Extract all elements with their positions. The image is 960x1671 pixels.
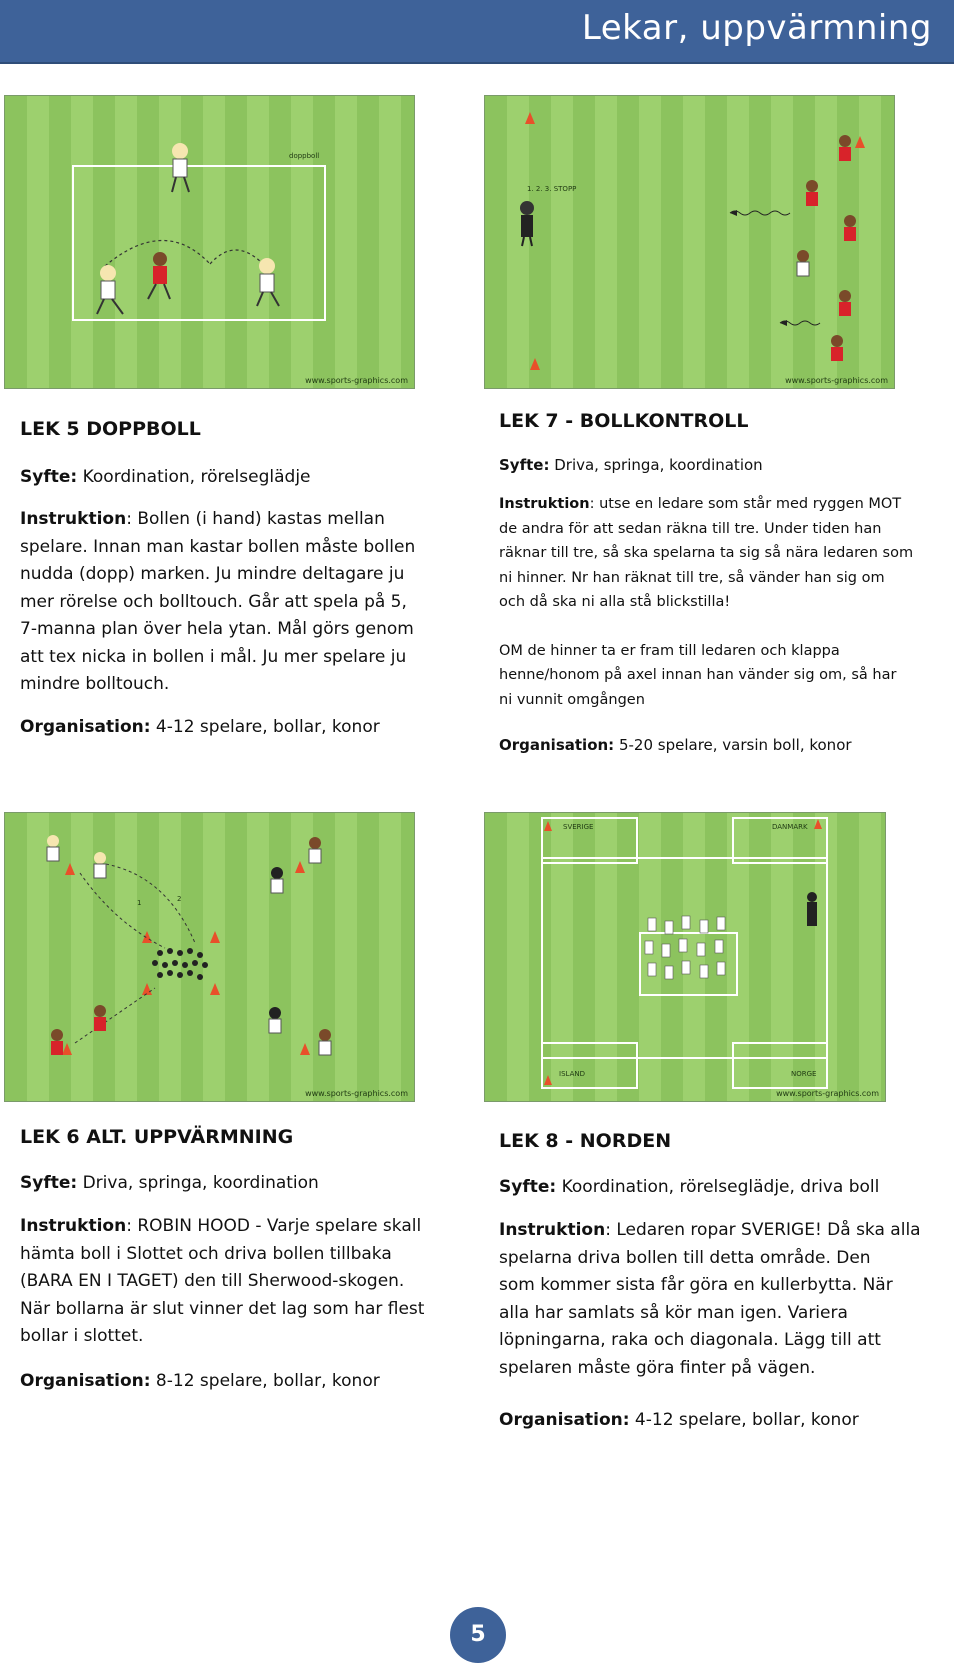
player-figure — [839, 290, 851, 316]
cone-icon — [525, 112, 535, 124]
header-banner — [0, 0, 954, 64]
cone-icon — [210, 931, 220, 943]
lek6-section — [20, 1126, 460, 1391]
cone-icon — [544, 1075, 552, 1085]
player-figure — [839, 135, 851, 161]
lek7-section — [499, 410, 959, 754]
cone-icon — [142, 983, 152, 995]
path-label-2: 2 — [177, 895, 182, 903]
zone-label-island: ISLAND — [559, 1070, 585, 1078]
lek7-title: LEK 7 - BOLLKONTROLL — [499, 410, 749, 432]
diagram-robin-hood — [4, 812, 415, 1102]
player-figure — [172, 143, 189, 192]
doppboll-drawing — [5, 96, 414, 388]
zone-label-sverige: SVERIGE — [563, 823, 594, 831]
lek5-instruktion: Instruktion: Bollen (i hand) kastas mellan spelare. Innan man kastar bollen måste bollen nudda (dopp) marken. Ju mindre deltagare ju mer rörelse och bolltouch. Går att spela på 5, 7-manna plan över hela ytan. Mål görs genom att tex nicka in bollen i mål. Ju mer spelare ju mindre bolltouch. — [20, 509, 416, 694]
diagram-doppboll — [4, 95, 415, 389]
stopp-label: 1. 2. 3. STOPP — [527, 185, 577, 193]
lek7-extra: OM de hinner ta er fram till ledaren och klappa henne/honom på axel innan han vänder sig om, så har ni vunnit omgången — [499, 642, 897, 708]
image-credit: www.sports-graphics.com — [785, 376, 888, 385]
stopp-drawing — [485, 96, 894, 388]
lek8-title: LEK 8 - NORDEN — [499, 1130, 672, 1152]
leader-figure — [807, 892, 817, 926]
player-figure — [94, 852, 106, 878]
path-label-1: 1 — [137, 899, 142, 907]
player-figure — [148, 252, 170, 299]
cone-icon — [210, 983, 220, 995]
player-figure — [844, 215, 856, 241]
cone-icon — [142, 931, 152, 943]
zone-label-danmark: DANMARK — [772, 823, 808, 831]
player-figure — [269, 1007, 281, 1033]
diagram-stopp — [484, 95, 895, 389]
cone-icon — [855, 136, 865, 148]
cone-icon — [814, 819, 822, 829]
player-figure — [797, 250, 809, 276]
player-figure — [319, 1029, 331, 1055]
player-figure — [97, 265, 123, 314]
cone-icon — [65, 863, 75, 875]
cone-icon — [295, 861, 305, 873]
lek6-syfte: Syfte: Driva, springa, koordination — [20, 1173, 319, 1193]
player-figure — [309, 837, 321, 863]
player-figure — [831, 335, 843, 361]
norden-drawing — [485, 813, 885, 1101]
player-figure — [51, 1029, 63, 1055]
cone-icon — [544, 821, 552, 831]
leader-figure — [520, 201, 534, 246]
image-credit: www.sports-graphics.com — [305, 1089, 408, 1098]
image-credit: www.sports-graphics.com — [776, 1089, 879, 1098]
player-group — [645, 916, 725, 979]
cone-icon — [62, 1043, 72, 1055]
lek6-instruktion: Instruktion: ROBIN HOOD - Varje spelare skall hämta boll i Slottet och driva bollen tillbaka (BARA EN I TAGET) den till Sherwood-skogen. När bollarna är slut vinner det lag som har flest bollar i slottet. — [20, 1216, 425, 1346]
player-figure — [806, 180, 818, 206]
lek8-organisation: Organisation: 4-12 spelare, bollar, konor — [499, 1410, 859, 1430]
cone-icon — [300, 1043, 310, 1055]
lek7-instruktion: Instruktion: utse en ledare som står med ryggen MOT de andra för att sedan räkna till tre. Under tiden han räknar till tre, så ska spelarna ta sig så nära ledaren som ni hinner. Nr han räknat till tre, så vänder han sig om och då ska ni alla stå blickstilla! — [499, 496, 914, 610]
player-figure — [271, 867, 283, 893]
lek7-syfte: Syfte: Driva, springa, koordination — [499, 456, 763, 474]
lek5-title: LEK 5 DOPPBOLL — [20, 418, 201, 440]
lek5-section — [20, 418, 460, 737]
robin-hood-drawing — [5, 813, 414, 1101]
player-figure — [94, 1005, 106, 1031]
lek6-title: LEK 6 ALT. UPPVÄRMNING — [20, 1126, 294, 1148]
lek5-syfte: Syfte: Koordination, rörelseglädje — [20, 467, 311, 487]
diagram-norden — [484, 812, 886, 1102]
lek8-instruktion: Instruktion: Ledaren ropar SVERIGE! Då ska alla spelarna driva bollen till detta område. Den som kommer sista får göra en kullerbytta. När alla har samlats så kör man igen. Variera löpningarna, raka och diagonala. Lägg till att spelaren måste göra finter på vägen. — [499, 1220, 921, 1378]
lek8-syfte: Syfte: Koordination, rörelseglädje, driva boll — [499, 1177, 880, 1197]
image-credit: www.sports-graphics.com — [305, 376, 408, 385]
player-figure — [257, 258, 279, 306]
lek5-organisation: Organisation: 4-12 spelare, bollar, konor — [20, 716, 380, 737]
lek8-section — [499, 1130, 954, 1430]
ball-cluster — [152, 948, 208, 980]
player-figure — [47, 835, 59, 861]
page-title: Lekar, uppvärmning — [581, 8, 932, 48]
cone-icon — [530, 358, 540, 370]
lek7-organisation: Organisation: 5-20 spelare, varsin boll, konor — [499, 736, 852, 754]
zone-label-norge: NORGE — [791, 1070, 817, 1078]
lek6-organisation: Organisation: 8-12 spelare, bollar, konor — [20, 1370, 380, 1391]
doppboll-label: doppboll — [289, 152, 320, 160]
page-number: 5 — [450, 1607, 506, 1663]
